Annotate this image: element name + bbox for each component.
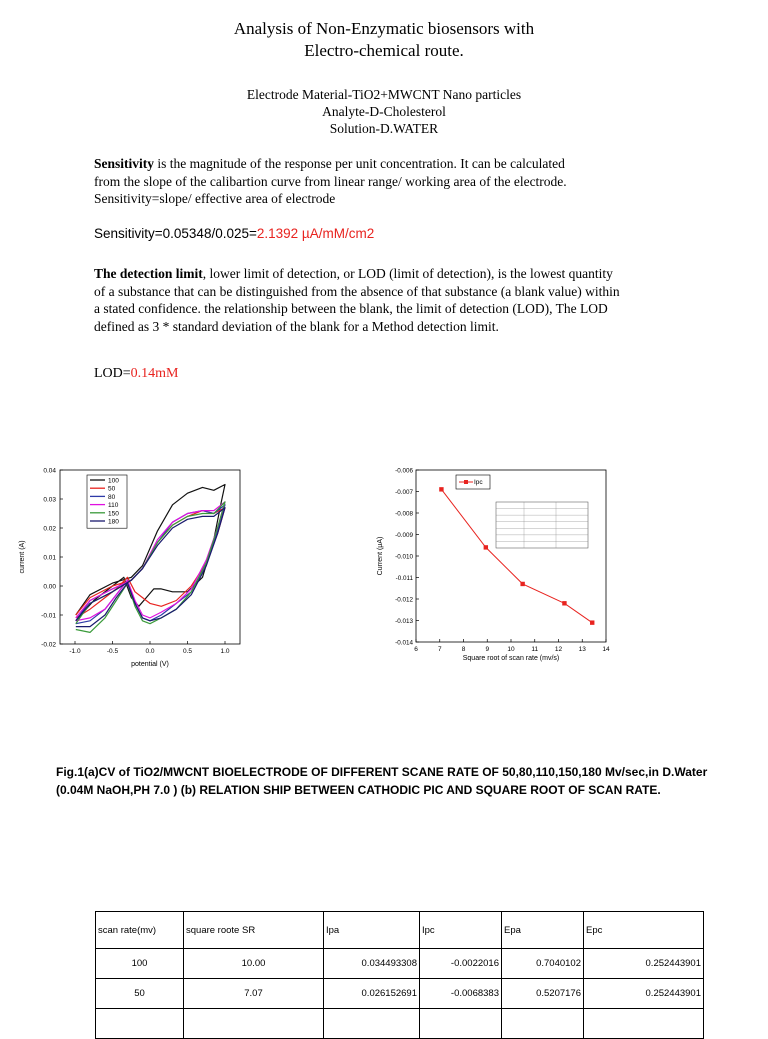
cv-legend-label: 150: [108, 510, 119, 518]
table-cell: -0.0068383: [420, 979, 502, 1009]
table-header: square roote SR: [184, 912, 324, 949]
detection-limit-paragraph: [94, 265, 714, 335]
sensitivity-text-2: from the slope of the calibartion curve from linear range/ working area of the electrode.: [94, 173, 567, 189]
cv-legend-label: 100: [108, 477, 119, 485]
ipc-data-point: [484, 545, 488, 549]
table-row: [96, 949, 704, 979]
cv-legend-label: 80: [108, 493, 116, 501]
lod-label: LOD=: [94, 366, 131, 381]
ipc-data-point: [520, 582, 524, 586]
ipc-x-tick-label: 7: [437, 646, 442, 653]
cv-x-tick-label: 0.5: [182, 648, 193, 655]
table-cell: 0.252443901: [584, 949, 704, 979]
detection-term: The detection limit: [94, 266, 203, 281]
ipc-x-tick-label: 6: [414, 646, 418, 653]
ipc-y-tick-label: -0.010: [395, 553, 413, 561]
table-header: scan rate(mv): [96, 912, 184, 949]
cv-x-tick-label: -0.5: [106, 648, 119, 655]
cv-legend-label: 50: [108, 485, 116, 493]
caption-line-1: Fig.1(a)CV of TiO2/MWCNT BIOELECTRODE OF DIFFERENT SCANE RATE OF 50,80,110,150,180 Mv/sec,in D.Water: [56, 765, 708, 779]
table-cell: 100: [96, 949, 184, 979]
cv-y-tick-label: 0.04: [43, 467, 56, 475]
ipc-x-axis-label: Square root of scan rate (mv/s): [462, 655, 560, 662]
table-cell: -0.0022016: [420, 949, 502, 979]
table-header: Epc: [584, 912, 704, 949]
detection-text-2: of a substance that can be distinguished from the absence of that substance (a blank value) within: [94, 283, 620, 299]
detection-text-4: defined as 3 * standard deviation of the blank for a Method detection limit.: [94, 318, 499, 334]
sensitivity-value: 2.1392 µA/mM/cm2: [256, 226, 375, 241]
detection-text-1: , lower limit of detection, or LOD (limit of detection), is the lowest quantity: [202, 266, 613, 281]
ipc-y-tick-label: -0.009: [395, 532, 413, 539]
ipc-y-tick-label: -0.012: [395, 596, 413, 604]
table-cell: 0.5207176: [502, 979, 584, 1009]
ipc-x-tick-label: 9: [485, 646, 490, 653]
cv-legend-label: 110: [108, 502, 119, 510]
cv-x-tick-label: 1.0: [220, 648, 230, 655]
lod-line: [94, 366, 179, 382]
cv-y-tick-label: 0.02: [43, 525, 56, 533]
table-cell: 0.252443901: [584, 979, 704, 1009]
table-cell: 50: [96, 979, 184, 1009]
sensitivity-text-3: Sensitivity=slope/ effective area of electrode: [94, 191, 336, 206]
cv-x-tick-label: -1.0: [69, 648, 81, 655]
ipc-x-tick-label: 14: [602, 646, 610, 653]
ipc-y-tick-label: -0.007: [395, 489, 413, 496]
table-row: [96, 979, 704, 1009]
cv-x-tick-label: 0.0: [145, 648, 155, 655]
sensitivity-term: Sensitivity: [94, 156, 155, 171]
figure-caption: [56, 763, 756, 799]
table-cell: 10.00: [184, 949, 324, 979]
sensitivity-paragraph: [94, 155, 694, 208]
cv-y-tick-label: 0.03: [43, 496, 56, 504]
ipc-x-tick-label: 13: [578, 646, 586, 653]
ipc-x-tick-label: 8: [461, 646, 466, 653]
ipc-y-axis-label: Current (μA): [377, 536, 384, 576]
sensitivity-formula: [94, 226, 374, 241]
cv-x-axis-label: potential (V): [131, 661, 169, 668]
ipc-legend-label: Ipc: [474, 479, 483, 486]
ipc-x-tick-label: 12: [554, 646, 563, 653]
ipc-y-tick-label: -0.008: [395, 510, 413, 518]
cv-y-tick-label: 0.01: [43, 554, 56, 562]
analyte: Analyte-D-Cholesterol: [322, 104, 446, 119]
cv-y-tick-label: -0.02: [41, 641, 56, 649]
table-cell: 0.034493308: [324, 949, 420, 979]
ipc-plot-frame: [416, 470, 606, 642]
ipc-chart: [372, 462, 622, 672]
ipc-data-point: [562, 601, 566, 605]
detection-text-3: a stated confidence. the relationship between the blank, the limit of detection (LOD), The LOD: [94, 301, 608, 316]
lod-value: 0.14mM: [130, 366, 179, 381]
title-line-2: Electro-chemical route.: [304, 41, 464, 60]
sensitivity-formula-text: Sensitivity=0.05348/0.025=: [94, 226, 257, 241]
cv-chart: [10, 462, 260, 672]
scan-rate-table: [95, 911, 704, 1039]
cv-y-tick-label: -0.01: [41, 612, 56, 620]
cv-legend-label: 180: [108, 518, 119, 526]
cv-y-axis-label: current (A): [19, 540, 26, 574]
ipc-y-tick-label: -0.006: [395, 467, 413, 475]
cv-y-tick-label: 0.00: [43, 583, 56, 591]
ipc-y-tick-label: -0.014: [395, 639, 413, 647]
table-cell: 7.07: [184, 979, 324, 1009]
ipc-y-tick-label: -0.011: [395, 575, 413, 582]
table-cell: 0.7040102: [502, 949, 584, 979]
title-line-1: Analysis of Non-Enzymatic biosensors with: [233, 19, 535, 38]
inset-frame: [496, 502, 588, 548]
caption-line-2: (0.04M NaOH,PH 7.0 ) (b) RELATION SHIP BETWEEN CATHODIC PIC AND SQUARE ROOT OF SCAN RATE.: [56, 783, 661, 797]
cv-legend-box: [87, 475, 127, 528]
ipc-x-tick-label: 11: [531, 646, 539, 653]
page-title: [0, 18, 768, 62]
ipc-y-tick-label: -0.013: [395, 618, 413, 625]
table-header-row: [96, 912, 704, 949]
table-cell: 0.026152691: [324, 979, 420, 1009]
table-header: Ipc: [420, 912, 502, 949]
ipc-x-tick-label: 10: [507, 646, 515, 653]
fit-results-inset: [496, 502, 588, 548]
ipc-data-point: [439, 487, 443, 491]
table-header: Epa: [502, 912, 584, 949]
ipc-data-point: [590, 620, 594, 624]
solution: Solution-D.WATER: [329, 121, 439, 136]
sensitivity-text-1: is the magnitude of the response per unit concentration. It can be calculated: [154, 156, 565, 171]
ipc-legend-marker: [464, 480, 468, 484]
electrode-material: Electrode Material-TiO2+MWCNT Nano particles: [246, 87, 522, 102]
table-header: Ipa: [324, 912, 420, 949]
